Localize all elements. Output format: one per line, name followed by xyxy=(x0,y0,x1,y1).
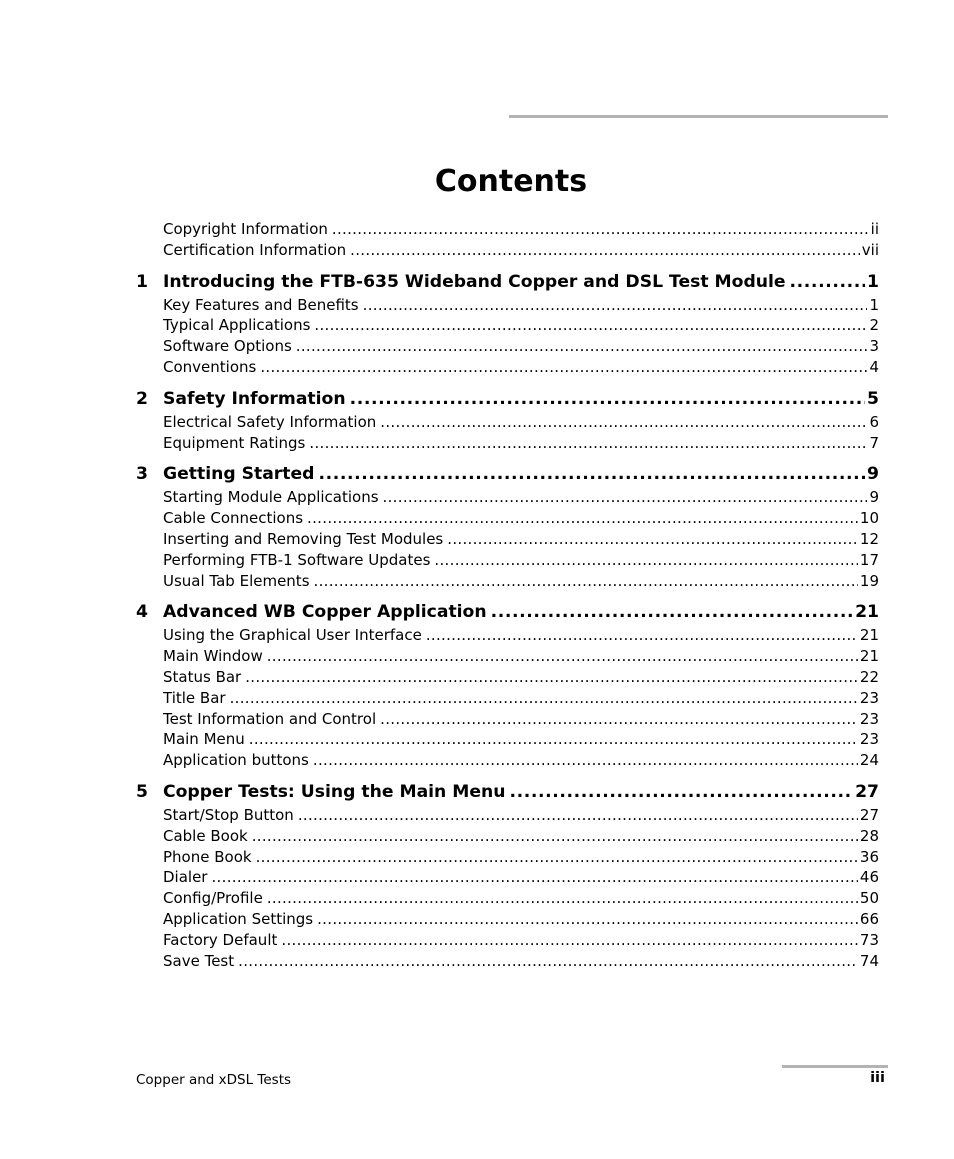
dot-leader xyxy=(267,646,858,667)
toc-entry[interactable] xyxy=(136,433,879,454)
entry-page: 66 xyxy=(859,909,879,928)
chapter-title: Advanced WB Copper Application xyxy=(163,602,487,623)
dot-leader xyxy=(434,550,857,571)
entry-page: 1 xyxy=(869,295,879,314)
dot-leader xyxy=(296,336,868,357)
dot-leader xyxy=(245,667,858,688)
entry-label: Cable Book xyxy=(163,826,248,845)
entry-page: 19 xyxy=(859,571,879,590)
chapter-heading[interactable] xyxy=(136,600,879,624)
chapter-4 xyxy=(136,600,879,771)
chapter-number: 2 xyxy=(136,388,148,409)
chapter-2 xyxy=(136,387,879,454)
dot-leader xyxy=(380,709,858,730)
entry-label: Performing FTB-1 Software Updates xyxy=(163,550,431,569)
footer-page-number: iii xyxy=(870,1070,885,1086)
dot-leader xyxy=(314,571,858,592)
dot-leader xyxy=(267,888,858,909)
toc-entry[interactable] xyxy=(136,709,879,730)
header-rule xyxy=(509,115,888,118)
toc-entry[interactable] xyxy=(136,571,879,592)
chapter-heading[interactable] xyxy=(136,780,879,804)
chapter-title: Introducing the FTB-635 Wideband Copper and DSL Test Module xyxy=(163,271,786,292)
entry-label: Cable Connections xyxy=(163,509,304,528)
dot-leader xyxy=(363,295,868,316)
toc-entry[interactable] xyxy=(136,930,879,951)
entry-page: 36 xyxy=(859,847,879,866)
toc-entry[interactable] xyxy=(136,219,879,240)
entry-label: Main Window xyxy=(163,647,263,666)
chapter-number: 4 xyxy=(136,602,148,623)
chapter-page: 1 xyxy=(867,271,879,292)
entry-page: 28 xyxy=(859,826,879,845)
dot-leader xyxy=(510,780,854,804)
front-matter xyxy=(136,219,879,261)
entry-label: Copyright Information xyxy=(163,220,328,238)
entry-page: 27 xyxy=(859,805,879,824)
chapter-title: Safety Information xyxy=(163,388,346,409)
dot-leader xyxy=(307,508,858,529)
entry-label: Config/Profile xyxy=(163,889,263,908)
dot-leader xyxy=(260,357,867,378)
toc-entry[interactable] xyxy=(136,240,879,261)
entry-label: Software Options xyxy=(163,337,292,356)
entry-page: 4 xyxy=(869,357,879,376)
entry-label: Factory Default xyxy=(163,930,278,949)
entry-page: 23 xyxy=(859,688,879,707)
dot-leader xyxy=(313,750,858,771)
entry-page: 74 xyxy=(859,951,879,970)
entry-label: Inserting and Removing Test Modules xyxy=(163,529,444,548)
toc-entry[interactable] xyxy=(136,847,879,868)
footer-document-title: Copper and xDSL Tests xyxy=(136,1072,292,1088)
entry-label: Starting Module Applications xyxy=(163,488,379,507)
toc-entry[interactable] xyxy=(136,646,879,667)
entry-label: Electrical Safety Information xyxy=(163,412,377,431)
chapter-title: Getting Started xyxy=(163,464,315,485)
entry-label: Usual Tab Elements xyxy=(163,571,310,590)
chapter-page: 5 xyxy=(867,388,879,409)
dot-leader xyxy=(790,270,865,294)
dot-leader xyxy=(230,688,858,709)
entry-page: ii xyxy=(870,220,879,238)
chapter-title: Copper Tests: Using the Main Menu xyxy=(163,781,506,802)
entry-page: 3 xyxy=(869,337,879,356)
toc-entry[interactable] xyxy=(136,412,879,433)
chapter-page: 21 xyxy=(855,602,879,623)
entry-page: 21 xyxy=(859,647,879,666)
chapter-1 xyxy=(136,270,879,378)
entry-label: Typical Applications xyxy=(163,316,311,335)
entry-label: Main Menu xyxy=(163,730,245,749)
dot-leader xyxy=(249,729,858,750)
entry-label: Save Test xyxy=(163,951,235,970)
dot-leader xyxy=(447,529,858,550)
table-of-contents xyxy=(136,219,879,971)
entry-label: Certification Information xyxy=(163,240,347,259)
chapter-number: 1 xyxy=(136,271,148,292)
dot-leader xyxy=(211,867,857,888)
entry-label: Status Bar xyxy=(163,667,242,686)
chapter-page: 9 xyxy=(867,464,879,485)
dot-leader xyxy=(491,600,853,624)
footer-rule xyxy=(782,1065,888,1068)
entry-label: Phone Book xyxy=(163,847,252,866)
toc-entry[interactable] xyxy=(136,729,879,750)
dot-leader xyxy=(309,433,867,454)
toc-entry[interactable] xyxy=(136,550,879,571)
entry-label: Title Bar xyxy=(163,688,226,707)
dot-leader xyxy=(318,462,865,486)
entry-page: 46 xyxy=(859,868,879,887)
chapter-page: 27 xyxy=(855,781,879,802)
entry-page: 21 xyxy=(859,626,879,645)
chapter-number: 3 xyxy=(136,464,148,485)
toc-entry[interactable] xyxy=(136,951,879,972)
dot-leader xyxy=(281,930,858,951)
page-title: Contents xyxy=(434,164,588,200)
entry-page: 2 xyxy=(869,316,879,335)
toc-entry[interactable] xyxy=(136,315,879,336)
entry-label: Equipment Ratings xyxy=(163,433,306,452)
dot-leader xyxy=(238,951,858,972)
dot-leader xyxy=(350,387,865,411)
toc-entry[interactable] xyxy=(136,357,879,378)
dot-leader xyxy=(383,487,868,508)
entry-label: Using the Graphical User Interface xyxy=(163,626,422,645)
chapter-5 xyxy=(136,780,879,971)
toc-entry[interactable] xyxy=(136,667,879,688)
dot-leader xyxy=(380,412,867,433)
entry-label: Start/Stop Button xyxy=(163,805,294,824)
toc-entry[interactable] xyxy=(136,909,879,930)
entry-page: vii xyxy=(861,240,879,259)
dot-leader xyxy=(256,847,858,868)
entry-page: 22 xyxy=(859,667,879,686)
entry-page: 24 xyxy=(859,751,879,770)
entry-page: 23 xyxy=(859,709,879,728)
entry-label: Test Information and Control xyxy=(163,709,377,728)
entry-label: Dialer xyxy=(163,868,208,887)
entry-label: Application buttons xyxy=(163,751,309,770)
chapter-heading[interactable] xyxy=(136,387,879,411)
entry-label: Conventions xyxy=(163,357,257,376)
toc-entry[interactable] xyxy=(136,487,879,508)
toc-entry[interactable] xyxy=(136,805,879,826)
entry-label: Key Features and Benefits xyxy=(163,295,359,314)
entry-page: 17 xyxy=(859,550,879,569)
toc-entry[interactable] xyxy=(136,508,879,529)
entry-page: 23 xyxy=(859,730,879,749)
toc-entry[interactable] xyxy=(136,826,879,847)
entry-page: 7 xyxy=(869,433,879,452)
toc-entry[interactable] xyxy=(136,336,879,357)
dot-leader xyxy=(350,240,860,261)
entry-page: 10 xyxy=(859,509,879,528)
chapter-heading[interactable] xyxy=(136,462,879,486)
dot-leader xyxy=(252,826,858,847)
entry-page: 12 xyxy=(859,529,879,548)
dot-leader xyxy=(317,909,858,930)
toc-entry[interactable] xyxy=(136,688,879,709)
dot-leader xyxy=(332,219,869,240)
toc-entry[interactable] xyxy=(136,888,879,909)
chapter-heading[interactable] xyxy=(136,270,879,294)
dot-leader xyxy=(426,625,858,646)
dot-leader xyxy=(298,805,858,826)
entry-page: 9 xyxy=(869,488,879,507)
entry-page: 73 xyxy=(859,930,879,949)
toc-entry[interactable] xyxy=(136,295,879,316)
chapter-3 xyxy=(136,462,879,591)
entry-label: Application Settings xyxy=(163,909,314,928)
dot-leader xyxy=(314,315,867,336)
toc-entry[interactable] xyxy=(136,867,879,888)
toc-entry[interactable] xyxy=(136,625,879,646)
toc-entry[interactable] xyxy=(136,750,879,771)
toc-entry[interactable] xyxy=(136,529,879,550)
entry-page: 50 xyxy=(859,889,879,908)
entry-page: 6 xyxy=(869,412,879,431)
chapter-number: 5 xyxy=(136,781,148,802)
